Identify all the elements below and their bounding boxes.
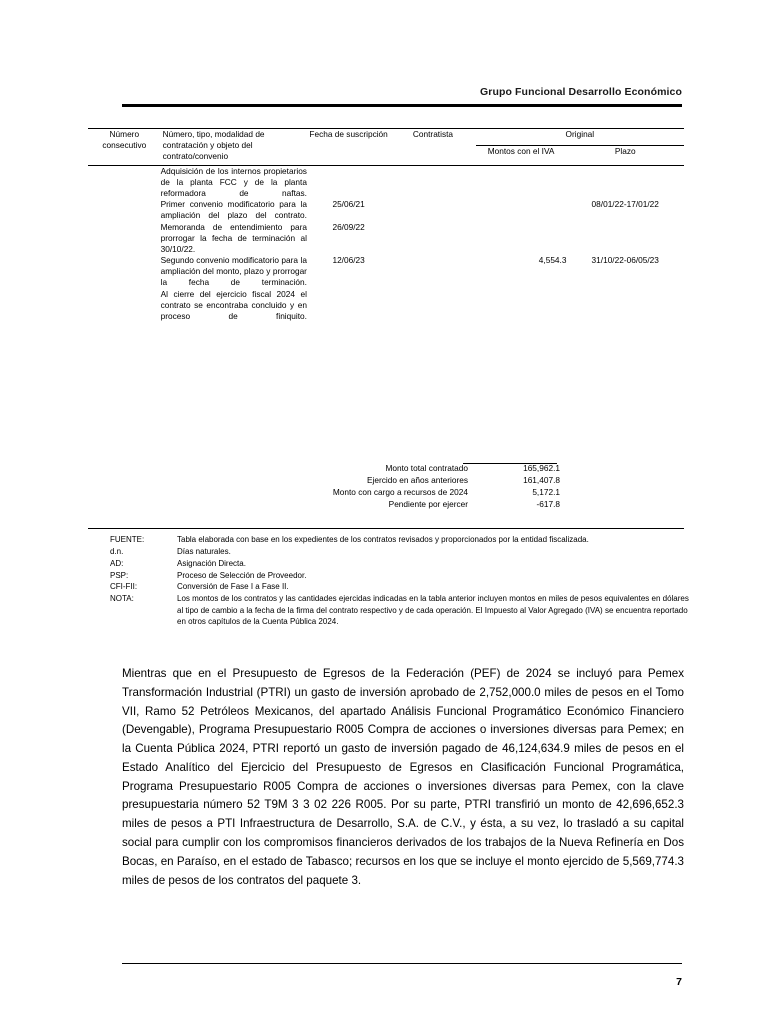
col-header-term: Plazo — [614, 146, 636, 157]
footnote-key: PSP: — [110, 570, 129, 580]
page-header-title: Grupo Funcional Desarrollo Económico — [480, 86, 682, 98]
table-row — [88, 222, 684, 256]
footnote-value: Los montos de los contratos y las cantidades ejercidas indicadas en la tabla anterior incluyen montos en miles de pesos equivalentes en dólares al tipo de cambio a la fecha de la firma del contrato respectivo y de cada operación. El Impuesto al Valor Agregado (IVA) se encuentra reportado en otros capítulos de la Cuenta Pública 2024. — [177, 594, 689, 627]
page-number: 7 — [676, 976, 682, 988]
table-header-row-1 — [88, 129, 684, 146]
footnote-value: Tabla elaborada con base en los expedientes de los contratos revisados y proporcionados por la entidad fiscalizada. — [177, 535, 589, 544]
col-header-contractor: Contratista — [390, 129, 475, 163]
cell-date — [307, 165, 390, 199]
totals-row — [88, 498, 684, 510]
footnote-key: d.n. — [110, 546, 124, 556]
footnote-value: Asignación Directa. — [177, 558, 246, 568]
table-row — [88, 255, 684, 289]
cell-amount — [476, 222, 567, 256]
footnote-row — [110, 558, 690, 569]
cell-amount — [476, 199, 567, 221]
footer-divider — [122, 963, 682, 964]
footnote-key: AD: — [110, 558, 124, 568]
cell-contractor — [390, 165, 475, 199]
totals-value: 161,407.8 — [523, 475, 560, 486]
cell-consecutive — [88, 289, 161, 323]
totals-label: Ejercido en años anteriores — [366, 475, 468, 486]
totals-row — [88, 486, 684, 498]
cell-consecutive — [88, 165, 161, 199]
footnote-key: CFI-FII: — [110, 582, 138, 592]
totals-row — [88, 462, 684, 474]
table-head — [88, 129, 684, 166]
cell-contract: Memoranda de entendimiento para prorrogar la fecha de terminación al 30/10/22. — [160, 221, 307, 254]
table-row — [88, 199, 684, 221]
contracts-table-wrapper — [88, 128, 684, 322]
footnote-value: Días naturales. — [177, 546, 231, 556]
cell-date: 25/06/21 — [332, 199, 365, 210]
cell-term — [566, 289, 684, 323]
cell-contract: Primer convenio modificatorio para la ampliación del plazo del contrato. — [160, 199, 307, 221]
footnote-key: FUENTE: — [110, 535, 145, 544]
col-header-amounts: Montos con el IVA — [487, 146, 555, 157]
table-row — [88, 165, 684, 199]
table-row — [88, 289, 684, 323]
footnote-row — [110, 593, 690, 627]
table-body — [88, 165, 684, 322]
footnote-value: Conversión de Fase I a Fase II. — [177, 582, 289, 592]
footnote-row — [110, 581, 690, 592]
cell-consecutive — [88, 199, 161, 221]
cell-contract: Segundo convenio modificatorio para la ampliación del monto, plazo y prorrogar la fecha de terminación. — [160, 255, 307, 288]
totals-table — [88, 462, 684, 510]
col-header-date: Fecha de suscripción — [307, 129, 390, 163]
cell-contract: Al cierre del ejercicio fiscal 2024 el contrato se encontraba concluido y en proceso de finiquito. — [160, 288, 307, 321]
cell-date — [307, 289, 390, 323]
cell-term: 08/01/22-17/01/22 — [591, 199, 659, 210]
cell-date: 12/06/23 — [332, 255, 365, 266]
header-divider — [122, 104, 682, 107]
footnote-row — [110, 546, 690, 557]
cell-amount — [476, 289, 567, 323]
table-footnotes — [110, 534, 690, 628]
cell-term — [566, 165, 684, 199]
footnote-row — [110, 534, 690, 545]
cell-contract: Adquisición de los internos propietarios de la planta FCC y de la planta reformadora de naftas. — [160, 165, 307, 198]
col-header-contract: Número, tipo, modalidad de contratación y objeto del contrato/convenio — [161, 129, 307, 163]
footnote-key: NOTA: — [110, 594, 134, 604]
col-header-original: Original — [476, 129, 684, 146]
cell-date: 26/09/22 — [332, 221, 365, 232]
cell-term — [566, 222, 684, 256]
footnote-value: Proceso de Selección de Proveedor. — [177, 570, 307, 580]
totals-label: Pendiente por ejercer — [388, 499, 468, 510]
totals-value: 165,962.1 — [523, 463, 560, 473]
cell-contractor — [390, 199, 475, 221]
totals-label: Monto con cargo a recursos de 2024 — [332, 487, 468, 498]
cell-consecutive — [88, 255, 161, 289]
cell-contractor — [390, 289, 475, 323]
cell-consecutive — [88, 222, 161, 256]
footnote-row — [110, 570, 690, 581]
cell-amount: 4,554.3 — [538, 255, 567, 266]
col-header-consecutive: Número consecutivo — [88, 129, 161, 163]
totals-value: -617.8 — [536, 499, 560, 510]
contracts-table — [88, 128, 684, 322]
totals-value: 5,172.1 — [532, 487, 560, 498]
body-paragraph: Mientras que en el Presupuesto de Egresos de la Federación (PEF) de 2024 se incluyó para Pemex Transformación Industrial (PTRI) un gasto de inversión aprobado de 2,752,000.0 miles de pesos en el Tomo VII, Ramo 52 Petróleos Mexicanos, del apartado Análisis Funcional Programático Económico Financiero (Devengable), Programa Presupuestario R005 Compra de acciones o inversiones diversas para Pemex; en la Cuenta Pública 2024, PTRI reportó un gasto de inversión pagado de 46,124,634.9 miles de pesos en el Estado Analítico del Ejercicio del Presupuesto de Egresos en Clasificación Funcional Programática, Programa Presupuestario R005 Compra de acciones o inversiones diversas para Pemex, con la clave presupuestaria número 52 T9M 3 3 02 226 R005. Por su parte, PTRI transfirió un monto de 42,696,652.3 miles de pesos a PTI Infraestructura de Desarrollo, S.A. de C.V., y ésta, a su vez, lo trasladó a su capital social para cumplir con los compromisos financieros derivados de los trabajos de la Nueva Refinería en Dos Bocas, en Paraíso, en el estado de Tabasco; recursos en los que se incluye el monto ejercido de 5,569,774.3 miles de pesos de los contratos del paquete 3. — [122, 667, 684, 887]
cell-amount — [476, 165, 567, 199]
totals-bottom-rule — [88, 528, 684, 529]
totals-label: Monto total contratado — [385, 463, 468, 473]
cell-contractor — [390, 255, 475, 289]
totals-row — [88, 474, 684, 486]
cell-term: 31/10/22-06/05/23 — [591, 255, 659, 266]
totals-block — [88, 462, 684, 510]
cell-contractor — [390, 222, 475, 256]
